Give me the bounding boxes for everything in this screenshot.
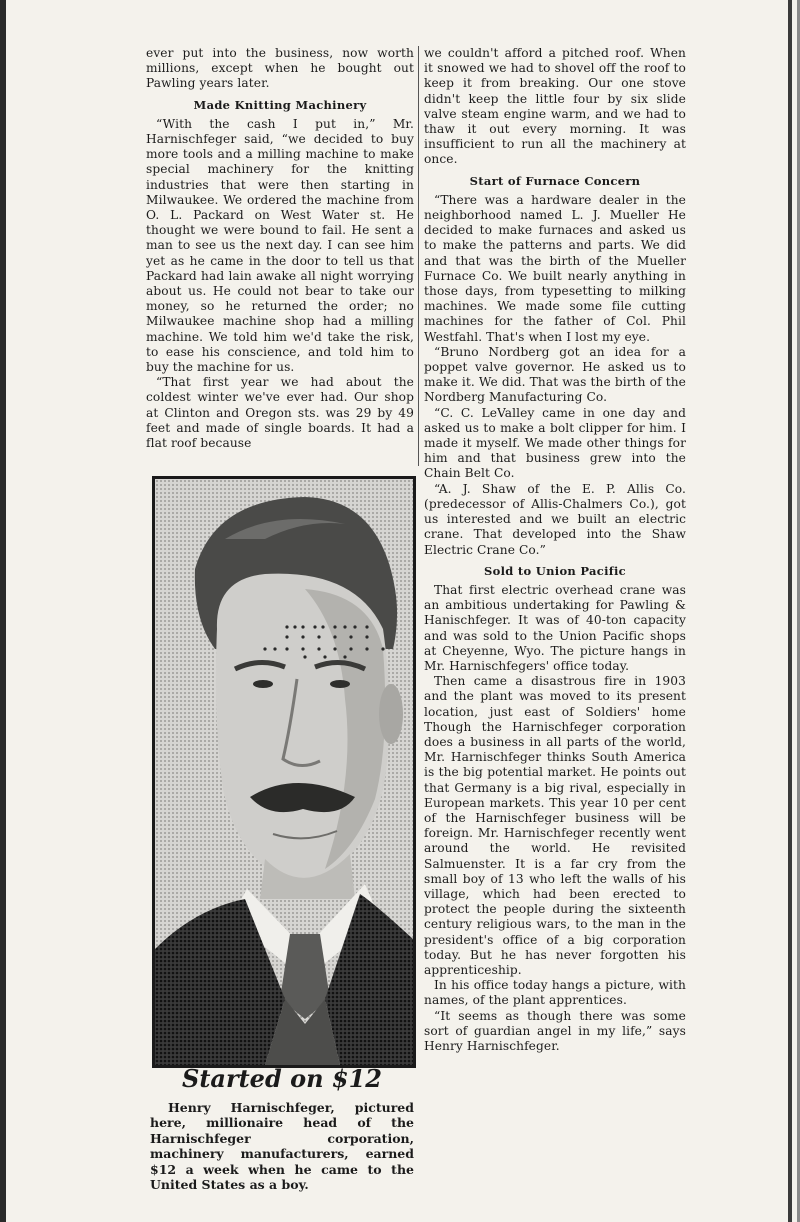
left-column: [146, 46, 414, 451]
subheading-union-pacific: Sold to Union Pacific: [484, 563, 626, 578]
paragraph: “Bruno Nordberg got an idea for a poppet valve governor. He asked us to make it. We did. That was the birth of the Nordberg Manufacturing Co.: [424, 344, 686, 405]
subheading-furnace-concern: Start of Furnace Concern: [469, 173, 641, 188]
paragraph: “C. C. LeValley came in one day and asked us to make a bolt clipper for him. I made it myself. We made other things for him and that business grew into the Chain Belt Co.: [424, 405, 686, 481]
portrait-illustration: [155, 479, 413, 1065]
paragraph: ever put into the business, now worth millions, except when he bought out Pawling years later.: [146, 46, 414, 91]
paragraph: That first electric overhead crane was an ambitious undertaking for Pawling & Hanischfeger. It was of 40-ton capacity and was sold to the Union Pacific shops at Cheyenne, Wyo. The picture hangs in Mr. Harnischfegers' office today.: [424, 582, 686, 673]
paragraph: “There was a hardware dealer in the neighborhood named L. J. Mueller He decided to make furnaces and asked us to make the patterns and parts. We did and that was the birth of the Mueller Furnace Co. We built nearly anything in those days, from typesetting to milking machines. We made some file cutting machines for the father of Col. Phil Westfahl. That's when I lost my eye.: [424, 192, 686, 344]
paragraph: “With the cash I put in,” Mr. Harnischfeger said, “we decided to buy more tools and a milling machine to make special machinery for the knitting industries that were then starting in Milwaukee. We ordered the machine from O. L. Packard on West Water st. He thought we were bound to fail. He sent a man to see us the next day. I can see him yet as he came in the door to tell us that Packard had lain awake all night worrying about us. He could not bear to take our money, so he returned the order; no Milwaukee machine shop had a milling machine. We told him we'd take the risk, to ease his conscience, and told him to buy the machine for us.: [146, 116, 414, 375]
paragraph: “A. J. Shaw of the E. P. Allis Co. (predecessor of Allis-Chalmers Co.), got us interested and we built an electric crane. That developed into the Shaw Electric Crane Co.”: [424, 481, 686, 557]
page-edge-left: [0, 0, 6, 1222]
paragraph: “It seems as though there was some sort of guardian angel in my life,” says Henry Harnischfeger.: [424, 1008, 686, 1053]
caption-paragraph: Henry Harnischfeger, pictured here, millionaire head of the Harnischfeger corporation, machinery manufacturers, earned $12 a week when he came to the United States as a boy.: [150, 1100, 414, 1193]
paragraph: Then came a disastrous fire in 1903 and the plant was moved to its present location, just east of Soldiers' home Though the Harnischfeger corporation does a business in all parts of the world, Mr. Harnischfeger thinks South America is the big potential market. He points out that Germany is a big rival, especially in European markets. This year 10 per cent of the Harnischfeger business will be foreign. Mr. Harnischfeger recently went around the world. He revisited Salmuenster. It is a far cry from the small boy of 13 who left the walls of his village, which had been erected to protect the people during the sixteenth century religious wars, to the man in the president's office of a big corporation today. But he has never forgotten his apprenticeship.: [424, 674, 686, 977]
portrait-photo: [152, 476, 416, 1068]
paragraph: “That first year we had about the coldest winter we've ever had. Our shop at Clinton and Oregon sts. was 29 by 49 feet and made of single boards. It had a flat roof because: [146, 375, 414, 451]
photo-caption-title: Started on $12: [181, 1064, 382, 1093]
photo-caption-text: [150, 1100, 414, 1192]
paragraph: we couldn't afford a pitched roof. When it snowed we had to shovel off the roof to keep it from breaking. Our one stove didn't keep the little four by six slide valve steam engine warm, and we had to thaw it out every morning. It was insufficient to run all the machinery at once.: [424, 46, 686, 167]
right-column: [424, 46, 686, 1054]
column-divider: [418, 46, 419, 466]
page-edge-right: [788, 0, 792, 1222]
paragraph: In his office today hangs a picture, with names, of the plant apprentices.: [424, 978, 686, 1008]
subheading-knitting-machinery: Made Knitting Machinery: [193, 97, 367, 112]
